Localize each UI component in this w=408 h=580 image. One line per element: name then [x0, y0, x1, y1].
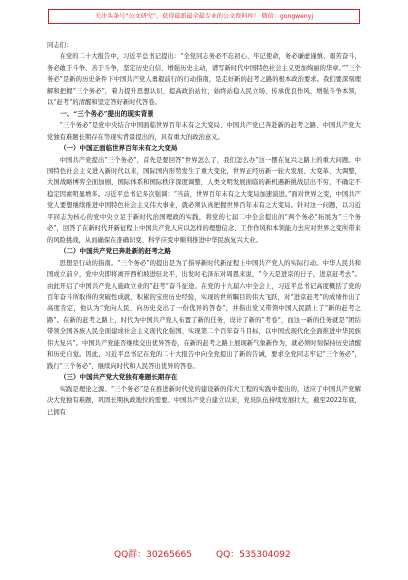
document-body — [47, 40, 361, 418]
footer-qq: QQ：535304092 — [216, 550, 291, 560]
page-footer — [0, 548, 408, 562]
footer-qq-group: QQ群：30265665 — [114, 550, 192, 560]
greeting: 同志们： — [47, 42, 73, 49]
intro-paragraph: 在党的二十大报告中，习近平总书记提出：“全党同志务必不忘初心、牢记使命，务必谦虚谨慎、艰苦奋斗，务必敢于斗争、善于斗争，坚定历史自信、增强历史主动，谱写新时代中国特色社会主义更加绚丽的华章。”“三个务必”是新的历史条件下中国共产党人勇毅前行的行动指南，是走好新的赶考之路的根本政治要求。我们要深刻理解和把握“三个务必”，着力提升思想认识、提高政治站位，始终站稳人民立场、传承优良作风、增强斗争本领，以“赶考”的清醒和坚定答好新时代答卷。 — [47, 53, 361, 107]
subsection-1-title: （一）中国正面临世界百年未有之大变局 — [60, 144, 178, 153]
subsection-2-title: （二）中国共产党已奔赴新的赶考之路 — [60, 247, 171, 256]
subsection-3-paragraph: 实践是理论之源。“三个务必”是在推进新时代党的建设新的伟大工程的实践中提出的，适应了中国共产党解决大党独有难题，巩固长期执政地位的需要。中国共产党自建立以来，党员队伍持续发展壮大，截至2022年底，已拥有 — [47, 385, 361, 416]
subsection-1-paragraph: 中国共产党提出“三个务必”，首先是要回答“世界怎么了，我们怎么办”这一摆在复兴之路上的重大问题。中国特色社会主义进入新时代以来，国际国内形势发生了重大变化，世界正经历新一轮大发展、大变革、大调整，大国战略博弈全面加剧，国际体系和国际秩序深度调整，人类文明发展面临的新机遇新挑战层出不穷，不确定不稳定因素明显增多。习近平总书记多次强调：“当前，世界百年未有之大变局加速演进。”面对世界之变，中国共产党人要想继续推进中国特色社会主义伟大事业，就必须认真把握世界百年未有之大变局。针对这一问题，以习近平同志为核心的党中央立足于新时代治国理政的实践，将党的七届二中全会提出的“两个务必”拓展为“三个务必”，回答了在新时代开新征程上中国共产党人应以怎样的理想信念、工作作风和本领能力去应对世界之变所带来的风险挑战，从而确保在准确识变、科学应变中顺利推进中华民族复兴大业。 — [47, 156, 361, 244]
section-1-intro: “三个务必”是党中央结合中国面临世界百年未有之大变局、中国共产党已奔赴新的赶考之路、中国共产党大党独有难题长期存在等现实背景提出的，具有重大的政治意义。 — [47, 122, 361, 141]
subsection-3-title: （三）中国共产党大党独有难题长期存在 — [60, 373, 178, 382]
subsection-2-paragraph: 思想是行动的指南。“三个务必”的提出是为了指导新时代新征程上中国共产党人的实际行动。中华人民共和国成立前夕，党中央即将离开西柏坡进驻北平，出发时毛泽东对周恩来说，“今天是进京的日子，进京赶考去”。由此开启了中国共产党人施政立业的“赶考”奋斗征途。在党的十九届六中全会上，习近平总书记高度概括了党的百年奋斗所取得的突破性成就，积累的宝贵历史经验，实现的世所瞩目的伟大飞跃，对“进京赶考”的成绩作出了高度肯定，他认为“党向人民、向历史交出了一份优异的答卷”，并指出党又带领中国人民踏上了“新的赶考之路”。在新的赶考之路上，时代为中国共产党人布置了新的任务，设计了新的“考卷”，而这一新的任务就是“团结带领全国各族人民全面建成社会主义现代化强国、实现第二个百年奋斗目标，以中国式现代化全面推进中华民族伟大复兴”。中国共产党能否继续交出优异答卷，在新的赶考之路上展现新气象新作为，就必须时刻保持历史清醒和历史自觉。因此，习近平总书记在党的二十大报告中向全党提出了新的告诫，要求全党同志牢记“三个务必”，践行“三个务必”，继续向时代和人民答出优异的答卷。 — [47, 259, 361, 370]
section-1-title: 一、“三个务必”提出的现实背景 — [60, 109, 154, 118]
top-banner: 关注头条号“公文研究”，获得最新最全最专业的公文资料库！ 微信：gongwenyj — [48, 9, 360, 24]
